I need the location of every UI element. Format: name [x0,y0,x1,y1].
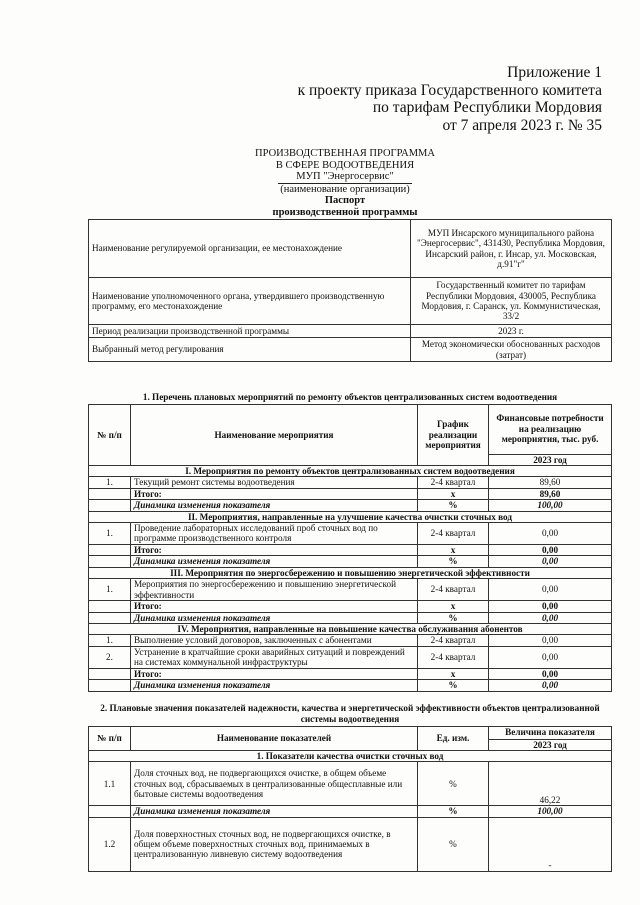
passport-title: Паспорт [324,195,366,206]
row-value: - [489,817,612,871]
total-label: Итого: [131,668,418,679]
total-row [89,488,612,499]
total-row [89,601,612,612]
row-num: 1. [89,579,131,601]
passport-label: Период реализации производственной программы [89,325,411,338]
passport-value: МУП Инсарского муниципального района "Энергосервис", 431430, Республика Мордовия, Инсарский район, г. Инсар, ул. Московская, д.91"г" [411,220,612,278]
row-value: 89,60 [489,477,612,488]
passport-label: Наименование уполномоченного органа, утвердившего производственную программу, его местонахождение [89,278,411,325]
table-row [89,635,612,646]
total-row [89,544,612,555]
appendix-line-3: по тарифам Республики Мордовия [372,99,602,116]
row-schedule: 2-4 квартал [418,477,489,488]
total-unit: х [418,544,489,555]
row-name: Проведение лабораторных исследований проб сточных вод по программе производственного контроля [131,522,418,544]
dynamics-value: 0,00 [489,680,612,691]
program-header [80,148,610,218]
table-row [89,579,612,601]
dynamics-label: Динамика изменения показателя [131,806,418,817]
total-label: Итого: [131,488,418,499]
total-unit: х [418,488,489,499]
passport-table [88,219,612,362]
row-schedule: 2-4 квартал [418,522,489,544]
passport-row [89,325,612,338]
row-name: Устранение в кратчайшие сроки аварийных ситуаций и повреждений на системах коммунальной инфраструктуры [131,646,418,668]
program-title-2: В СФЕРЕ ВОДООТВЕДЕНИЯ [275,159,415,171]
row-value: 0,00 [489,579,612,601]
appendix-line-4: от 7 апреля 2023 г. № 35 [442,116,602,134]
row-schedule: 2-4 квартал [418,579,489,601]
row-name: Доля поверхностных сточных вод, не подвергающихся очистке, в общем объеме поверхностных сточных вод, принимаемых в централизованную ливневую систему водоотведения [131,817,418,871]
appendix-line-1: Приложение 1 [507,64,602,81]
dynamics-unit: % [418,806,489,817]
dynamics-row [89,500,612,511]
passport-value: Метод экономически обоснованных расходов (затрат) [411,338,612,362]
organization-caption: (наименование организации) [280,183,410,195]
dynamics-value: 0,00 [489,612,612,623]
passport-label: Выбранный метод регулирования [89,338,411,362]
passport-value: 2023 г. [411,325,612,338]
program-title-1: ПРОИЗВОДСТВЕННАЯ ПРОГРАММА [255,148,435,159]
row-value: 0,00 [489,635,612,646]
section-1-header-row [89,404,612,454]
group-title: II. Мероприятия, направленные на улучшение качества очистки сточных вод [89,511,612,522]
passport-value: Государственный комитет по тарифам Республики Мордовия, 430005, Республика Мордовия, г. Саранск, ул. Коммунистическая, 33/2 [411,278,612,325]
dynamics-label: Динамика изменения показателя [131,680,418,691]
group-title: IV. Мероприятия, направленные на повышение качества обслуживания абонентов [89,623,612,634]
passport-subtitle: производственной программы [272,206,418,218]
total-row [89,668,612,679]
group-title: I. Мероприятия по ремонту объектов централизованных систем водоотведения [89,465,612,476]
col-name-header: Наименование мероприятия [131,404,418,465]
col-num-header: № п/п [89,726,131,750]
passport-row [89,220,612,278]
total-value: 0,00 [489,601,612,612]
table-row [89,817,612,871]
dynamics-unit: % [418,612,489,623]
group-title: III. Мероприятия по энергосбережению и повышению энергетической эффективности [89,567,612,578]
total-label: Итого: [131,601,418,612]
col-schedule-header: График реализации мероприятия [418,404,489,465]
col-year-header: 2023 год [489,739,612,750]
total-unit: х [418,601,489,612]
row-value: 46,22 [489,762,612,806]
row-unit: % [418,762,489,806]
total-value: 0,00 [489,544,612,555]
appendix-line-2: к проекту приказа Государственного комитета [297,81,602,99]
row-schedule: 2-4 квартал [418,646,489,668]
total-unit: х [418,668,489,679]
appendix-block [298,64,602,134]
col-year-header: 2023 год [489,454,612,465]
passport-table-wrap [88,219,612,362]
dynamics-row [89,556,612,567]
dynamics-unit: % [418,680,489,691]
col-value-header: Величина показателя [489,726,612,739]
section-1-wrap [88,391,612,692]
col-unit-header: Ед. изм. [418,726,489,750]
section-2-wrap [88,702,612,872]
row-name: Доля сточных вод, не подвергающихся очистке, в общем объеме сточных вод, сбрасываемых в централизованные общесплавные или бытовые системы водоотведения [131,762,418,806]
row-schedule: 2-4 квартал [418,635,489,646]
row-num: 1. [89,477,131,488]
passport-label: Наименование регулируемой организации, ее местонахождение [89,220,411,278]
passport-row [89,278,612,325]
dynamics-value: 100,00 [489,500,612,511]
total-label: Итого: [131,544,418,555]
row-value: 0,00 [489,646,612,668]
section-2-table [88,702,612,872]
row-num: 1. [89,635,131,646]
total-value: 89,60 [489,488,612,499]
row-num: 2. [89,646,131,668]
section-2-header-row [89,726,612,739]
dynamics-unit: % [418,500,489,511]
row-num: 1.2 [89,817,131,871]
dynamics-row [89,612,612,623]
total-value: 0,00 [489,668,612,679]
dynamics-label: Динамика изменения показателя [131,556,418,567]
row-num: 1.1 [89,762,131,806]
dynamics-label: Динамика изменения показателя [131,500,418,511]
table-row [89,762,612,806]
row-num: 1. [89,522,131,544]
row-name: Выполнение условий договоров, заключенных с абонентами [131,635,418,646]
col-name-header: Наименование показателей [131,726,418,750]
row-name: Текущий ремонт системы водоотведения [131,477,418,488]
organization-name: МУП "Энергосервис" [278,171,412,184]
dynamics-value: 0,00 [489,556,612,567]
row-name: Мероприятия по энергосбережению и повышению энергетической эффективности [131,579,418,601]
dynamics-row [89,806,612,817]
dynamics-label: Динамика изменения показателя [131,612,418,623]
table-row [89,646,612,668]
dynamics-row [89,680,612,691]
table-row [89,477,612,488]
col-num-header: № п/п [89,404,131,465]
col-finance-header: Финансовые потребности на реализацию мероприятия, тыс. руб. [489,404,612,454]
table-row [89,522,612,544]
row-value: 0,00 [489,522,612,544]
passport-row [89,338,612,362]
group-title: 1. Показатели качества очистки сточных вод [89,750,612,761]
dynamics-value: 100,00 [489,806,612,817]
section-1-table [88,391,612,692]
section-2-title: 2. Плановые значения показателей надежности, качества и энергетической эффективности объектов централизованной системы водоотведения [100,703,600,724]
row-unit: % [418,817,489,871]
section-1-title: 1. Перечень плановых мероприятий по ремонту объектов централизованных систем водоотведения [142,392,558,403]
dynamics-unit: % [418,556,489,567]
